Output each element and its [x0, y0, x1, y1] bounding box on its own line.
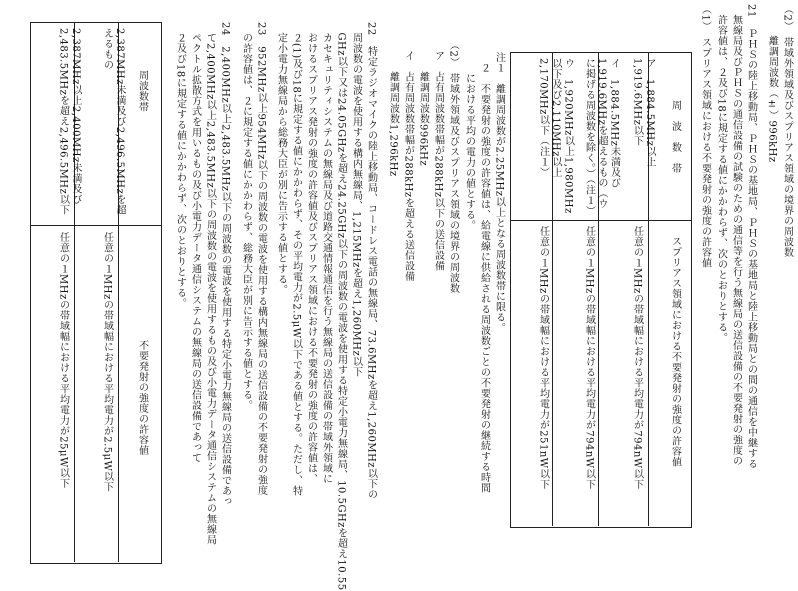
item24-line1: 24 2,400MHz以上2,483.5MHz以下の周波数の電波を使用する特定小電力無線局の送信設備であっ: [219, 22, 231, 507]
table2-row1-label: 2,387MHz未満及び2,496.5MHzを超えるもの: [101, 28, 125, 216]
table2-header-value: 不要発射の強度の許容値: [136, 340, 148, 456]
table1-header-value: スプリアス領域における不要発射の強度の許容値: [669, 236, 681, 467]
table1-row1-value: 任意の１MHzの帯域幅における平均電力が794nW以下: [631, 226, 643, 490]
table2-header-band: 周波数帯: [136, 70, 148, 112]
note-1: 注１ 離調周波数が2.25MHz以上となる周波数帯に限る。: [493, 52, 505, 333]
item2-heading: （2） 帯域外領域及びスプリアス領域の境界の周波数: [781, 4, 793, 258]
item22-a2: 離調周波数996kHz: [417, 40, 429, 167]
note-2b: における平均の電力の値とする。: [463, 52, 475, 231]
item21-sub1: （1） スプリアス領域における不要発射の強度の許容値: [699, 4, 711, 269]
item23-line1: 23 952MHz以上954MHz以下の周波数の電波を使用する構内無線局の送信設備の不要発射の強度: [255, 22, 267, 496]
table2-row1-value: 任意の１MHzの帯域幅における平均電力が2.5μW以下: [101, 232, 113, 493]
item23-line2: の許容値は、２に規定する値にかかわらず、総務大臣が別に告示する値とする。: [240, 22, 252, 411]
item22-line7: 定小電力無線局から総務大臣が別に告示する値とする。: [275, 22, 287, 295]
item21-line1: 21 ＰＨＳの陸上移動局、ＰＨＳの基地局、ＰＨＳの基地局と陸上移動局との間の通信を中継する: [745, 4, 757, 470]
item24-line2: て2,400MHz以上2,483.5MHz以下の周波数の電波を使用するもの及び小電力データ通信システムの無線局: [204, 22, 216, 546]
item22-line4: カセキュリティシステムの無線局及び道路交通情報通信を行う無線局の送信設備の帯域外領域に: [320, 22, 332, 484]
item2-sub: 離調周波数（±）996kHz: [766, 4, 778, 163]
item22-a: ア 占有周波数帯幅が288kHz以下の送信設備: [432, 40, 444, 272]
item24-line3: ペクトル拡散方式を用いるもの及び小電力データ通信システムの無線局の送信設備であって: [189, 22, 201, 463]
item21-line2: 無線局及びＰＨＳの通信設備の試験のための通信等を行う無線局の送信設備の不要発射の強度の: [730, 4, 742, 466]
item22-line1: 22 特定ラジオマイクの陸上移動局、コードレス電話の無線局、73.6MHzを超え1,260MHz以下の: [365, 22, 377, 500]
table1-row2-label: イ 1,884.5MHz未満及び1,919.6MHzを超えるもの（ウに掲げる周波数を除く。）（注１）: [583, 58, 620, 216]
table1-row1-label: ア 1,884.5MHz以上1,919.6MHz以下: [631, 58, 655, 168]
table1-row2-value: 任意の１MHzの帯域幅における平均電力が794nW以下: [583, 226, 595, 490]
note-2: ２ 不要発射の強度の許容値は、給電線に供給される周波数ごとの不要発射の継続する時間: [478, 52, 490, 493]
item22-b: イ 占有周波数帯幅が288kHzを超える送信設備: [402, 40, 414, 282]
item22-line3: GHz以下又は24.05GHzを超え24.25GHz以下の周波数の電波を使用する特定小電力無線局、10.5GHzを超え10.55: [335, 22, 347, 591]
item24-line4: ２及び18に規定する値にかかわらず、次のとおりとする。: [174, 22, 186, 309]
item22-line6: ２(1)及び18に規定する値にかかわらず、その平均電力が2.5μW以下である値とする。ただし、特: [290, 22, 302, 497]
item22-p2: （2） 帯域外領域及びスプリアス領域の境界の周波数: [447, 40, 459, 294]
item22-b2: 離調周波数1,296kHz: [387, 40, 399, 177]
item22-line5: おけるスプリアス発射の強度の許容値及びスプリアス領域における不要発射の強度の許容値は、: [305, 22, 317, 484]
item22-line2: 周波数の電波を使用する構内無線局、1,215MHzを超え1,260MHz以下: [350, 22, 362, 378]
table1-row3-label: ウ 1,920MHz以上1,980MHz以下及び2,110MHz以上2,170MHz以下（注１）: [537, 58, 574, 214]
item21-line3: 許容値は、２及び18に規定する値にかかわらず、次のとおりとする。: [715, 4, 727, 344]
table1-header-band: 周 波 数 帯: [669, 100, 681, 174]
table2-row2-value: 任意の１MHzの帯域幅における平均電力が25μW以下: [57, 232, 69, 489]
table1-row3-value: 任意の１MHzの帯域幅における平均電力が251nW以下: [537, 226, 549, 490]
table2-row2-label: 2,387MHz以上2,400MHz未満及び2,483.5MHzを超え2,496.5MHz以下: [57, 28, 81, 216]
